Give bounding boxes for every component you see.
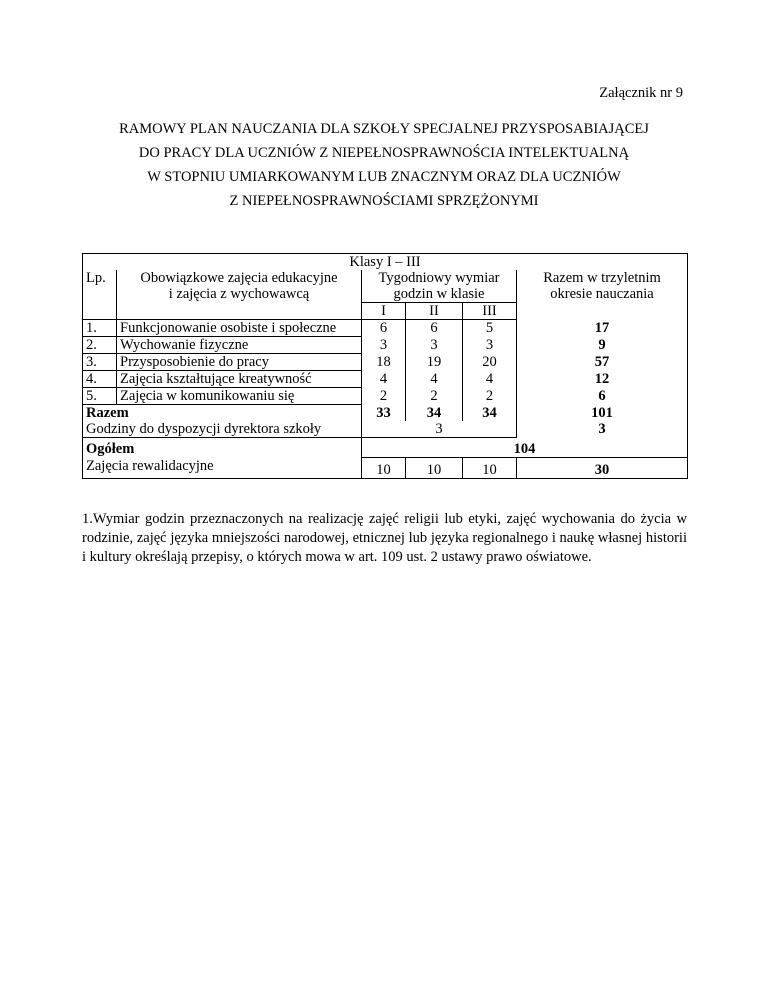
document-title bbox=[40, 117, 728, 213]
dyrektor-value: 3 bbox=[362, 421, 517, 438]
teaching-plan-table bbox=[82, 253, 688, 479]
row-subject: Wychowanie fizyczne bbox=[117, 337, 362, 354]
title-line: RAMOWY PLAN NAUCZANIA DLA SZKOŁY SPECJALNEJ PRZYSPOSABIAJĄCEJ bbox=[119, 121, 649, 137]
grade-header-1: I bbox=[362, 303, 406, 320]
header-row-classes bbox=[83, 254, 688, 271]
row-grade-2: 2 bbox=[406, 388, 463, 405]
row-total: 57 bbox=[517, 354, 688, 371]
row-total: 6 bbox=[517, 388, 688, 405]
row-grade-2: 4 bbox=[406, 371, 463, 388]
row-total: 17 bbox=[517, 320, 688, 337]
ogolem-value: 104 bbox=[362, 438, 688, 458]
razem-grade-2: 34 bbox=[406, 405, 463, 422]
row-grade-3: 4 bbox=[463, 371, 517, 388]
weekly-header bbox=[362, 270, 517, 303]
subject-header-line1: Obowiązkowe zajęcia edukacyjne bbox=[140, 270, 338, 286]
razem-grade-3: 34 bbox=[463, 405, 517, 422]
dyrektor-row bbox=[83, 421, 688, 438]
grade-header-2: II bbox=[406, 303, 463, 320]
row-grade-1: 6 bbox=[362, 320, 406, 337]
row-grade-3: 5 bbox=[463, 320, 517, 337]
table-row bbox=[83, 337, 688, 354]
header-row-columns bbox=[83, 270, 688, 303]
row-grade-2: 19 bbox=[406, 354, 463, 371]
title-line: Z NIEPEŁNOSPRAWNOŚCIAMI SPRZĘŻONYMI bbox=[229, 193, 539, 209]
subject-header bbox=[117, 270, 362, 320]
ogolem-row bbox=[83, 438, 688, 458]
row-lp: 4. bbox=[83, 371, 117, 388]
ogolem-label: Ogółem bbox=[83, 438, 362, 458]
rewalidacja-row bbox=[83, 458, 688, 479]
row-lp: 2. bbox=[83, 337, 117, 354]
classes-header: Klasy I – III bbox=[83, 254, 688, 271]
row-subject: Przysposobienie do pracy bbox=[117, 354, 362, 371]
razem-grade-1: 33 bbox=[362, 405, 406, 422]
weekly-header-line2: godzin w klasie bbox=[393, 286, 485, 302]
grade-header-3: III bbox=[463, 303, 517, 320]
weekly-header-line1: Tygodniowy wymiar bbox=[378, 270, 500, 286]
row-grade-1: 18 bbox=[362, 354, 406, 371]
rewalidacja-total: 30 bbox=[517, 458, 688, 479]
dyrektor-label: Godziny do dyspozycji dyrektora szkoły bbox=[83, 421, 362, 438]
subject-header-line2: i zajęcia z wychowawcą bbox=[168, 286, 310, 302]
total-header bbox=[517, 270, 688, 320]
row-grade-2: 6 bbox=[406, 320, 463, 337]
footnote: 1.Wymiar godzin przeznaczonych na realizację zajęć religii lub etyki, zajęć wychowania do życia w rodzinie, zajęć języka mniejszości narodowej, etnicznej lub języka regionalnego i naukę własnej historii i kultury określają przepisy, o których mowa w art. 109 ust. 2 ustawy prawo oświatowe. bbox=[82, 511, 687, 565]
total-header-line1: Razem w trzyletnim bbox=[543, 270, 661, 286]
row-grade-3: 20 bbox=[463, 354, 517, 371]
row-grade-2: 3 bbox=[406, 337, 463, 354]
razem-label: Razem bbox=[83, 405, 362, 422]
table-row bbox=[83, 388, 688, 405]
row-subject: Zajęcia kształtujące kreatywność bbox=[117, 371, 362, 388]
row-subject: Funkcjonowanie osobiste i społeczne bbox=[117, 320, 362, 337]
row-grade-1: 2 bbox=[362, 388, 406, 405]
razem-total: 101 bbox=[517, 405, 688, 422]
dyrektor-total: 3 bbox=[517, 421, 688, 438]
table-row bbox=[83, 354, 688, 371]
row-lp: 5. bbox=[83, 388, 117, 405]
rewalidacja-grade-3: 10 bbox=[463, 458, 517, 479]
table-row bbox=[83, 320, 688, 337]
rewalidacja-grade-1: 10 bbox=[362, 458, 406, 479]
row-total: 12 bbox=[517, 371, 688, 388]
annex-label: Załącznik nr 9 bbox=[599, 85, 683, 101]
razem-row bbox=[83, 405, 688, 422]
row-grade-1: 4 bbox=[362, 371, 406, 388]
row-subject: Zajęcia w komunikowaniu się bbox=[117, 388, 362, 405]
table-row bbox=[83, 371, 688, 388]
row-lp: 3. bbox=[83, 354, 117, 371]
row-total: 9 bbox=[517, 337, 688, 354]
row-grade-3: 3 bbox=[463, 337, 517, 354]
title-line: W STOPNIU UMIARKOWANYM LUB ZNACZNYM ORAZ DLA UCZNIÓW bbox=[147, 169, 621, 185]
title-line: DO PRACY DLA UCZNIÓW Z NIEPEŁNOSPRAWNOŚCIA INTELEKTUALNĄ bbox=[138, 145, 630, 161]
lp-header-text: Lp. bbox=[86, 270, 106, 286]
rewalidacja-label: Zajęcia rewalidacyjne bbox=[83, 458, 362, 479]
row-lp: 1. bbox=[83, 320, 117, 337]
rewalidacja-grade-2: 10 bbox=[406, 458, 463, 479]
lp-header bbox=[83, 270, 117, 320]
total-header-line2: okresie nauczania bbox=[550, 286, 654, 302]
row-grade-1: 3 bbox=[362, 337, 406, 354]
row-grade-3: 2 bbox=[463, 388, 517, 405]
